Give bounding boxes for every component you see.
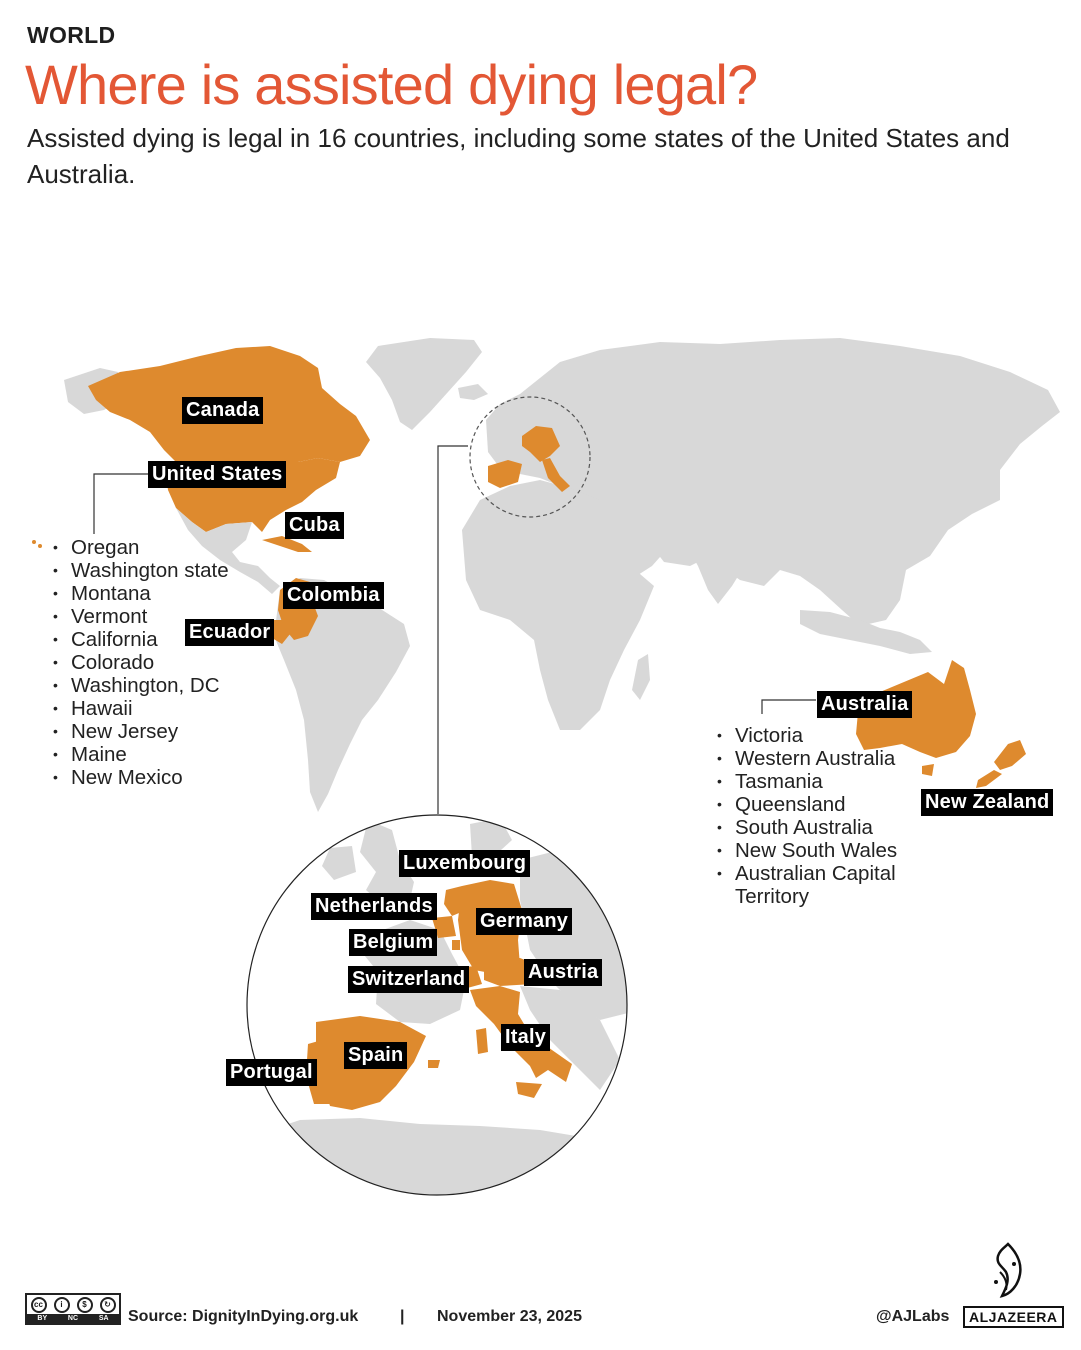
list-item: • Vermont (53, 605, 229, 628)
cc-by-text: BY (37, 1315, 48, 1322)
label-switzerland: Switzerland (348, 966, 469, 993)
label-new-zealand: New Zealand (921, 789, 1053, 816)
inset-north-africa (240, 1118, 640, 1210)
cc-nc-text: NC (67, 1315, 79, 1322)
list-item: • Australian Capital Territory (717, 862, 915, 908)
cc-sa-text: SA (98, 1315, 109, 1322)
europe-connector-line (438, 446, 468, 814)
inset-sardinia (476, 1028, 488, 1054)
list-item: • Queensland (717, 793, 937, 816)
label-ecuador: Ecuador (185, 619, 274, 646)
land-india (688, 520, 756, 604)
us-connector-line (94, 474, 152, 534)
list-item: • California (53, 628, 229, 651)
source-text: Source: DignityInDying.org.uk (128, 1308, 359, 1325)
land-greenland (366, 338, 482, 430)
label-australia: Australia (817, 691, 912, 718)
label-belgium: Belgium (349, 929, 437, 956)
by-icon: i (54, 1297, 70, 1313)
us-states-list (53, 536, 229, 789)
label-canada: Canada (182, 397, 263, 424)
label-spain: Spain (344, 1042, 407, 1069)
hawaii-dots (38, 544, 42, 548)
inset-luxembourg (452, 940, 460, 950)
list-item: • Washington, DC (53, 674, 229, 697)
label-austria: Austria (524, 959, 602, 986)
label-luxembourg: Luxembourg (399, 850, 530, 877)
label-italy: Italy (501, 1024, 550, 1051)
list-item: • Maine (53, 743, 229, 766)
creative-commons-badge (25, 1293, 121, 1325)
date-text: November 23, 2025 (437, 1308, 582, 1325)
label-united-states: United States (148, 461, 286, 488)
list-item: • Victoria (717, 724, 937, 747)
label-cuba: Cuba (285, 512, 344, 539)
australia-connector-line (762, 700, 816, 714)
list-item: • Western Australia (717, 747, 937, 770)
brand-wordmark: ALJAZEERA (963, 1306, 1064, 1328)
cc-icon: cc (31, 1297, 47, 1313)
handle-text: @AJLabs (876, 1308, 950, 1325)
page-title: Where is assisted dying legal? (25, 53, 758, 116)
list-item: • South Australia (717, 816, 937, 839)
label-portugal: Portugal (226, 1059, 317, 1086)
section-kicker: WORLD (27, 22, 116, 48)
label-germany: Germany (476, 908, 572, 935)
inset-balearics (428, 1060, 440, 1068)
list-item: • Hawaii (53, 697, 229, 720)
australia-states-list (717, 724, 937, 908)
list-item: • Oregan (53, 536, 229, 559)
list-item: • Colorado (53, 651, 229, 674)
list-item: • New Mexico (53, 766, 229, 789)
list-item: • Washington state (53, 559, 229, 582)
label-colombia: Colombia (283, 582, 384, 609)
nc-icon: $ (77, 1297, 93, 1313)
label-netherlands: Netherlands (311, 893, 437, 920)
sa-icon: ↻ (100, 1297, 116, 1313)
list-item: • New Jersey (53, 720, 229, 743)
footer-separator: | (400, 1308, 405, 1325)
hawaii-dots (32, 540, 36, 544)
page-subtitle: Assisted dying is legal in 16 countries, including some states of the United States and Australia. (27, 123, 1010, 189)
country-spain-portugal-small (488, 460, 522, 488)
country-new-zealand (976, 740, 1026, 788)
aljazeera-logo-icon (988, 1242, 1028, 1300)
land-madagascar (632, 654, 650, 700)
land-iceland (458, 384, 488, 400)
list-item: • Montana (53, 582, 229, 605)
list-item: • Tasmania (717, 770, 937, 793)
list-item: • New South Wales (717, 839, 937, 862)
